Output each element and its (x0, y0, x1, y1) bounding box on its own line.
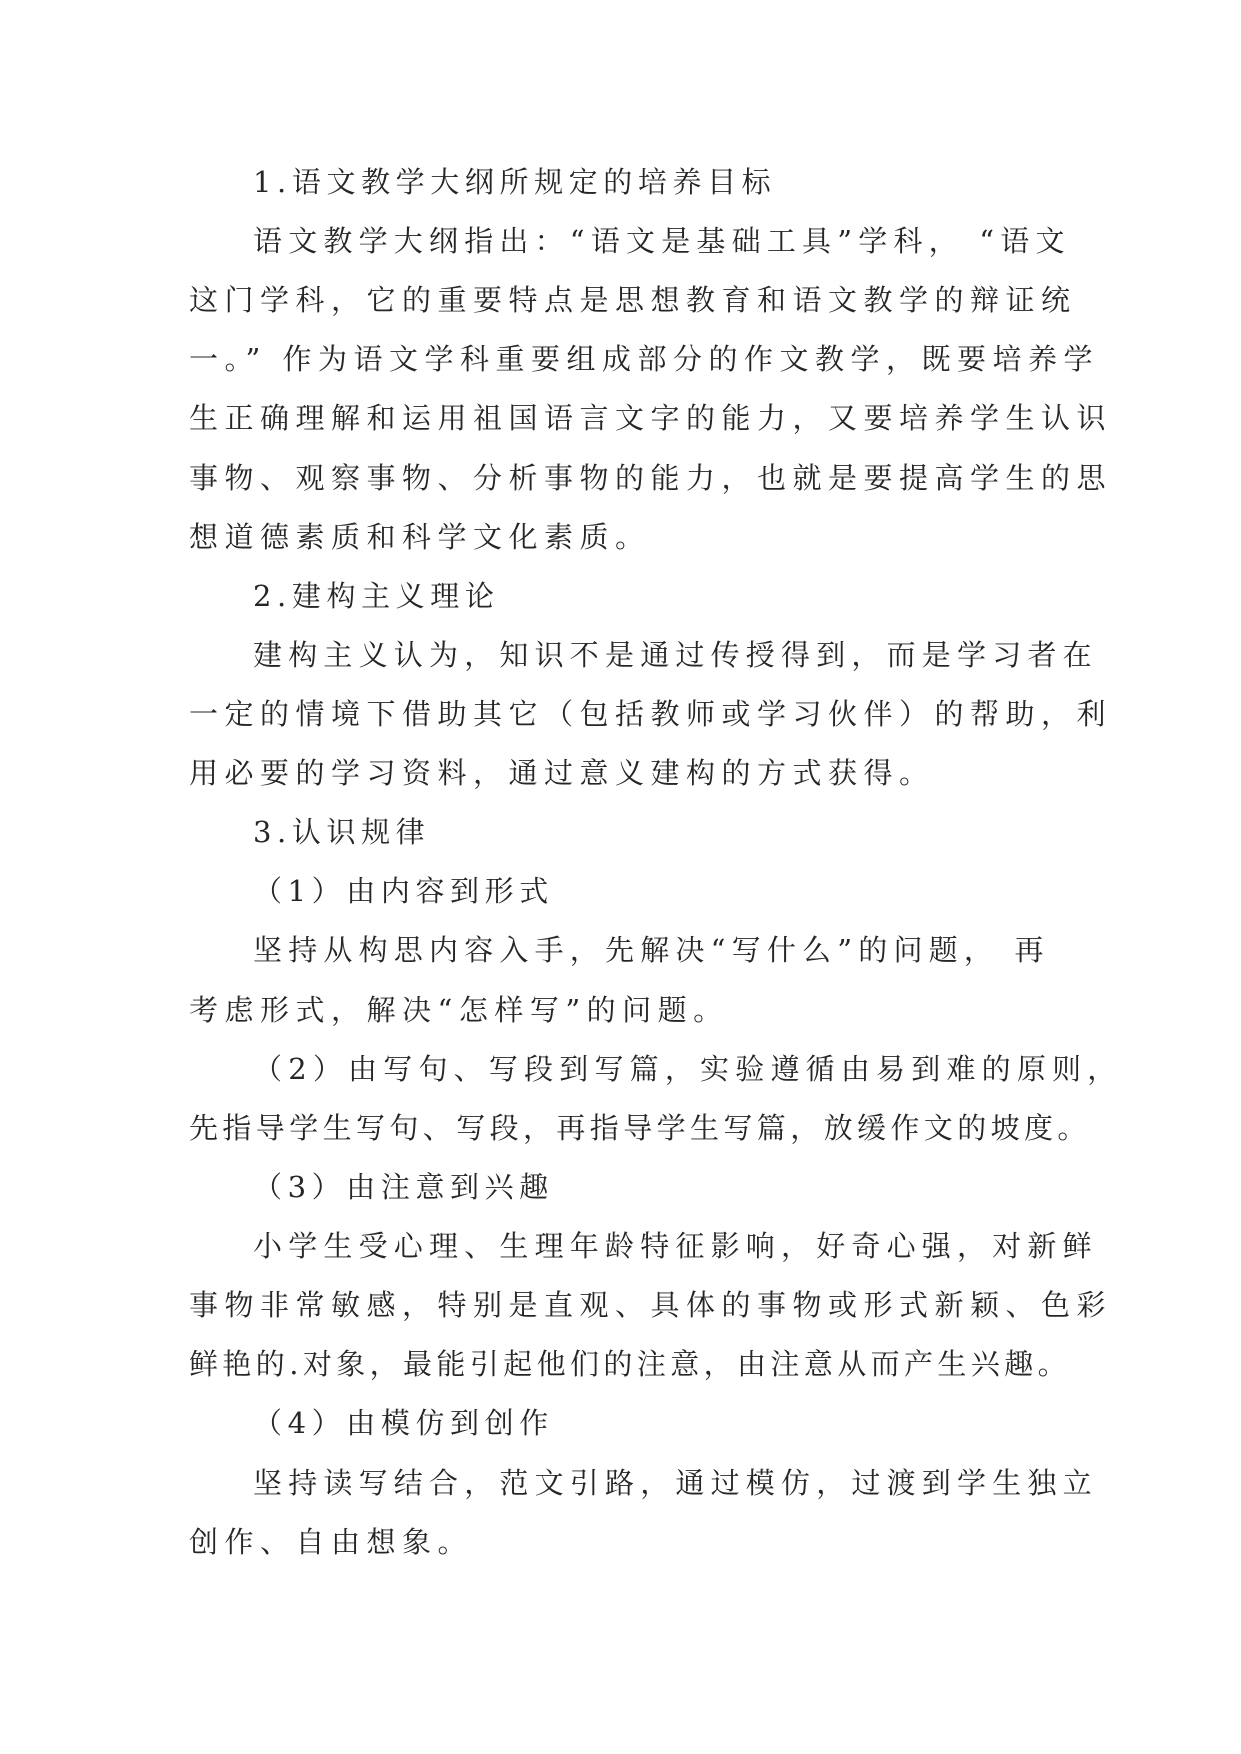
paragraph-line: 创作、自由想象。 (189, 1525, 474, 1559)
heading-constructivism: 2.建构主义理论 (253, 579, 500, 613)
paragraph-line: 建构主义认为，知识不是通过传授得到，而是学习者在 (253, 638, 1098, 672)
paragraph-line: 想道德素质和科学文化素质。 (189, 520, 651, 554)
subheading-attention-to-interest: （3）由注意到兴趣 (253, 1170, 554, 1204)
heading-cognitive-laws: 3.认识规律 (253, 815, 431, 849)
paragraph-line: 事物、观察事物、分析事物的能力，也就是要提高学生的思 (189, 461, 1113, 495)
paragraph-line: 这门学科，它的重要特点是思想教育和语文教学的辩证统 (189, 283, 1077, 317)
paragraph-line: 语文教学大纲指出：“语文是基础工具”学科， “语文 (253, 224, 1071, 258)
paragraph-line: 坚持读写结合，范文引路，通过模仿，过渡到学生独立 (253, 1466, 1098, 1500)
heading-teaching-syllabus-goals: 1.语文教学大纲所规定的培养目标 (253, 165, 777, 199)
paragraph-line: 一定的情境下借助其它（包括教师或学习伙伴）的帮助，利 (189, 697, 1113, 731)
paragraph-line: 用必要的学习资料，通过意义建构的方式获得。 (189, 756, 935, 790)
paragraph-line: 生正确理解和运用祖国语言文字的能力，又要培养学生认识 (189, 401, 1113, 435)
paragraph-line: 一。” 作为语文学科重要组成部分的作文教学，既要培养学 (189, 342, 1100, 376)
paragraph-line: 先指导学生写句、写段，再指导学生写篇，放缓作文的坡度。 (189, 1111, 1091, 1145)
subheading-imitation-to-creation: （4）由模仿到创作 (253, 1406, 554, 1440)
paragraph-line: 事物非常敏感，特别是直观、具体的事物或形式新颖、色彩 (189, 1288, 1113, 1322)
paragraph-line: 鲜艳的.对象，最能引起他们的注意，由注意从而产生兴趣。 (189, 1347, 1072, 1381)
paragraph-line: 小学生受心理、生理年龄特征影响，好奇心强，对新鲜 (253, 1229, 1098, 1263)
paragraph-line: 坚持从构思内容入手，先解决“写什么”的问题， 再 (253, 933, 1050, 967)
paragraph-line: 考虑形式，解决“怎样写”的问题。 (189, 993, 729, 1027)
subheading-content-to-form: （1）由内容到形式 (253, 874, 554, 908)
subheading-sentence-to-essay: （2）由写句、写段到写篇，实验遵循由易到难的原则， (253, 1052, 1123, 1086)
